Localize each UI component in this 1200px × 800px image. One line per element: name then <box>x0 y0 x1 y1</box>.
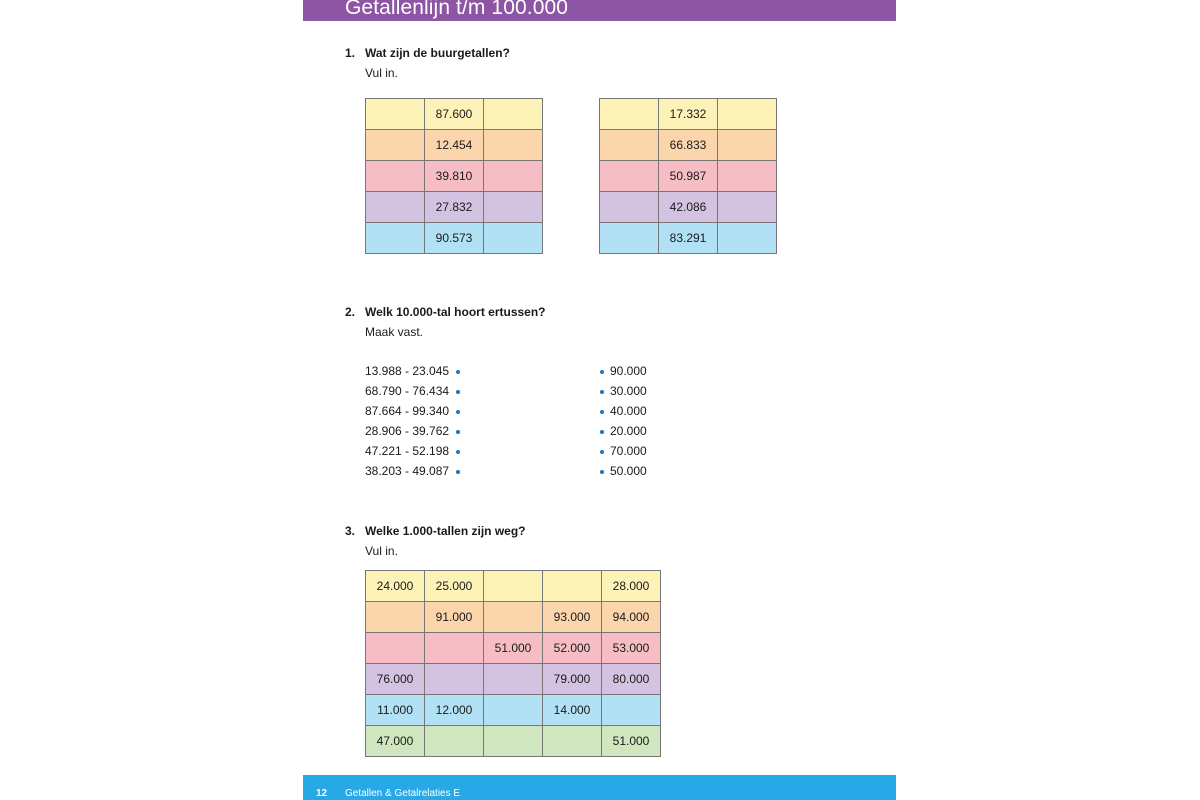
exercise-1-question: Wat zijn de buurgetallen? <box>365 46 510 60</box>
list-item <box>600 421 647 441</box>
given-number: 90.573 <box>425 223 484 254</box>
answer-cell[interactable] <box>366 130 425 161</box>
answer-cell[interactable] <box>718 161 777 192</box>
answer-cell[interactable] <box>600 192 659 223</box>
list-item <box>365 421 460 441</box>
title-bar <box>303 0 896 21</box>
answer-cell[interactable] <box>718 130 777 161</box>
answer-cell[interactable] <box>484 161 543 192</box>
exercise-3-question: Welke 1.000-tallen zijn weg? <box>365 524 526 538</box>
connector-dot[interactable] <box>456 470 460 474</box>
table-row <box>366 130 543 161</box>
table-row <box>366 602 661 633</box>
table-row <box>366 664 661 695</box>
answer-cell[interactable] <box>600 161 659 192</box>
given-number: 12.454 <box>425 130 484 161</box>
exercise-3-number: 3. <box>345 524 356 538</box>
tenthousand-label: 70.000 <box>610 444 647 458</box>
number-cell: 24.000 <box>366 571 425 602</box>
number-cell: 52.000 <box>543 633 602 664</box>
table-row <box>366 99 543 130</box>
answer-cell[interactable] <box>425 726 484 757</box>
number-cell: 93.000 <box>543 602 602 633</box>
exercise-3-instruction: Vul in. <box>365 544 398 558</box>
table-row <box>600 130 777 161</box>
answer-cell[interactable] <box>600 99 659 130</box>
answer-cell[interactable] <box>600 223 659 254</box>
page-number: 12 <box>316 788 328 799</box>
list-item <box>600 461 647 481</box>
answer-cell[interactable] <box>600 130 659 161</box>
thousands-table <box>365 570 661 757</box>
exercise-2-instruction: Maak vast. <box>365 325 424 339</box>
range-label: 38.203 - 49.087 <box>365 464 450 478</box>
range-label: 68.790 - 76.434 <box>365 384 450 398</box>
exercise-1-number: 1. <box>345 46 356 60</box>
list-item <box>600 361 647 381</box>
list-item <box>600 441 647 461</box>
answer-cell[interactable] <box>425 633 484 664</box>
tenthousand-list <box>600 361 647 481</box>
connector-dot[interactable] <box>456 390 460 394</box>
given-number: 17.332 <box>659 99 718 130</box>
given-number: 27.832 <box>425 192 484 223</box>
number-cell: 51.000 <box>484 633 543 664</box>
number-cell: 91.000 <box>425 602 484 633</box>
number-cell: 94.000 <box>602 602 661 633</box>
table-row <box>366 161 543 192</box>
connector-dot[interactable] <box>456 430 460 434</box>
answer-cell[interactable] <box>366 223 425 254</box>
table-row <box>366 571 661 602</box>
answer-cell[interactable] <box>484 130 543 161</box>
given-number: 66.833 <box>659 130 718 161</box>
number-cell: 76.000 <box>366 664 425 695</box>
connector-dot[interactable] <box>600 450 604 454</box>
answer-cell[interactable] <box>366 99 425 130</box>
list-item <box>365 361 460 381</box>
answer-cell[interactable] <box>484 192 543 223</box>
number-cell: 14.000 <box>543 695 602 726</box>
table-row <box>600 223 777 254</box>
answer-cell[interactable] <box>366 633 425 664</box>
range-label: 13.988 - 23.045 <box>365 364 450 378</box>
answer-cell[interactable] <box>602 695 661 726</box>
given-number: 39.810 <box>425 161 484 192</box>
answer-cell[interactable] <box>543 726 602 757</box>
tenthousand-label: 50.000 <box>610 464 647 478</box>
answer-cell[interactable] <box>484 223 543 254</box>
answer-cell[interactable] <box>484 571 543 602</box>
answer-cell[interactable] <box>484 99 543 130</box>
tenthousand-label: 20.000 <box>610 424 647 438</box>
number-cell: 11.000 <box>366 695 425 726</box>
number-cell: 51.000 <box>602 726 661 757</box>
connector-dot[interactable] <box>600 430 604 434</box>
neighbour-table-right <box>599 98 777 254</box>
connector-dot[interactable] <box>600 390 604 394</box>
list-item <box>365 381 460 401</box>
tenthousand-label: 90.000 <box>610 364 647 378</box>
range-list <box>365 361 460 481</box>
footer-bar <box>303 775 896 800</box>
number-cell: 53.000 <box>602 633 661 664</box>
exercise-2-question: Welk 10.000-tal hoort ertussen? <box>365 305 546 319</box>
answer-cell[interactable] <box>718 192 777 223</box>
list-item <box>365 441 460 461</box>
number-cell: 80.000 <box>602 664 661 695</box>
given-number: 83.291 <box>659 223 718 254</box>
connector-dot[interactable] <box>600 370 604 374</box>
given-number: 87.600 <box>425 99 484 130</box>
answer-cell[interactable] <box>484 602 543 633</box>
answer-cell[interactable] <box>718 99 777 130</box>
connector-dot[interactable] <box>600 470 604 474</box>
number-cell: 28.000 <box>602 571 661 602</box>
range-label: 28.906 - 39.762 <box>365 424 450 438</box>
table-row <box>366 633 661 664</box>
table-row <box>600 161 777 192</box>
connector-dot[interactable] <box>456 410 460 414</box>
answer-cell[interactable] <box>366 602 425 633</box>
worksheet-page <box>303 0 896 800</box>
number-cell: 47.000 <box>366 726 425 757</box>
neighbour-table-left <box>365 98 543 254</box>
book-title: Getallen & Getalrelaties E <box>345 788 461 799</box>
list-item <box>600 401 647 421</box>
connector-dot[interactable] <box>456 450 460 454</box>
list-item <box>365 401 460 421</box>
range-label: 47.221 - 52.198 <box>365 444 450 458</box>
given-number: 50.987 <box>659 161 718 192</box>
answer-cell[interactable] <box>366 161 425 192</box>
range-label: 87.664 - 99.340 <box>365 404 450 418</box>
page-title: Getallenlijn t/m 100.000 <box>345 0 569 19</box>
list-item <box>600 381 647 401</box>
tenthousand-label: 30.000 <box>610 384 647 398</box>
answer-cell[interactable] <box>484 664 543 695</box>
answer-cell[interactable] <box>718 223 777 254</box>
answer-cell[interactable] <box>425 664 484 695</box>
table-row <box>366 223 543 254</box>
answer-cell[interactable] <box>543 571 602 602</box>
connector-dot[interactable] <box>600 410 604 414</box>
given-number: 42.086 <box>659 192 718 223</box>
table-row <box>366 695 661 726</box>
exercise-2-number: 2. <box>345 305 356 319</box>
connector-dot[interactable] <box>456 370 460 374</box>
list-item <box>365 461 460 481</box>
answer-cell[interactable] <box>366 192 425 223</box>
table-row <box>366 192 543 223</box>
answer-cell[interactable] <box>484 726 543 757</box>
table-row <box>600 99 777 130</box>
tenthousand-label: 40.000 <box>610 404 647 418</box>
number-cell: 12.000 <box>425 695 484 726</box>
number-cell: 25.000 <box>425 571 484 602</box>
answer-cell[interactable] <box>484 695 543 726</box>
exercise-1-instruction: Vul in. <box>365 66 398 80</box>
number-cell: 79.000 <box>543 664 602 695</box>
table-row <box>600 192 777 223</box>
table-row <box>366 726 661 757</box>
